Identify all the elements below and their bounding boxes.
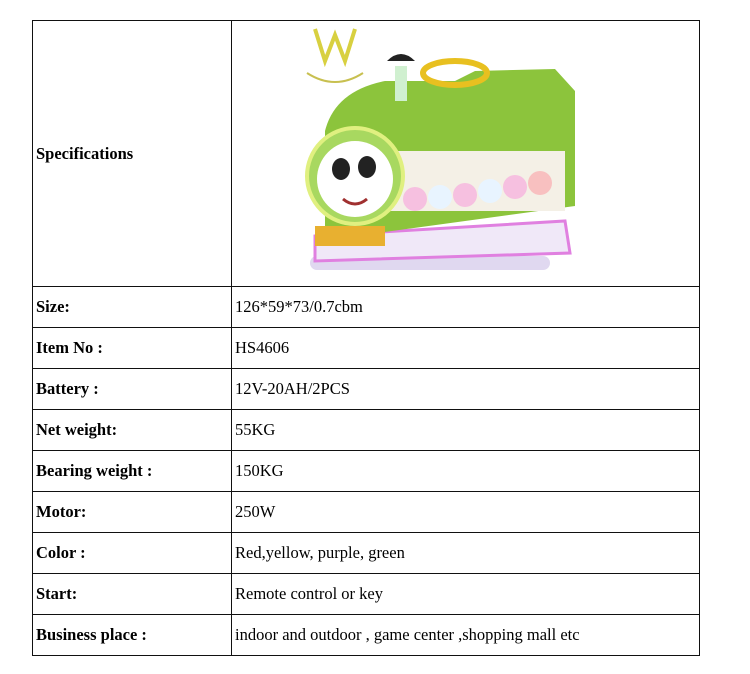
- table-row: [33, 328, 700, 369]
- table-row: [33, 410, 700, 451]
- train-ride-image: [235, 21, 699, 286]
- table-row: [33, 615, 700, 656]
- spec-label: Battery :: [33, 369, 232, 410]
- spec-value: HS4606: [232, 328, 700, 369]
- hansel-logo: [307, 29, 363, 82]
- spec-value: 12V-20AH/2PCS: [232, 369, 700, 410]
- spec-value: 126*59*73/0.7cbm: [232, 287, 700, 328]
- spec-label: Size:: [33, 287, 232, 328]
- table-row: [33, 492, 700, 533]
- spec-value: 150KG: [232, 451, 700, 492]
- spec-value: Red,yellow, purple, green: [232, 533, 700, 574]
- spec-label: Item No :: [33, 328, 232, 369]
- table-row: [33, 287, 700, 328]
- table-row: [33, 574, 700, 615]
- spec-label: Bearing weight :: [33, 451, 232, 492]
- spec-value: Remote control or key: [232, 574, 700, 615]
- spec-label: Start:: [33, 574, 232, 615]
- spec-label: Business place :: [33, 615, 232, 656]
- product-image: [235, 21, 699, 286]
- product-image-cell: [232, 21, 700, 287]
- table-row: [33, 533, 700, 574]
- spec-label: Net weight:: [33, 410, 232, 451]
- spec-label: Specifications: [33, 21, 232, 287]
- spec-value: 250W: [232, 492, 700, 533]
- spec-value: indoor and outdoor , game center ,shopping mall etc: [232, 615, 700, 656]
- spec-label: Color :: [33, 533, 232, 574]
- table-row: [33, 451, 700, 492]
- spec-label: Motor:: [33, 492, 232, 533]
- table-row: [33, 21, 700, 287]
- spec-table: [32, 20, 700, 656]
- table-row: [33, 369, 700, 410]
- spec-value: 55KG: [232, 410, 700, 451]
